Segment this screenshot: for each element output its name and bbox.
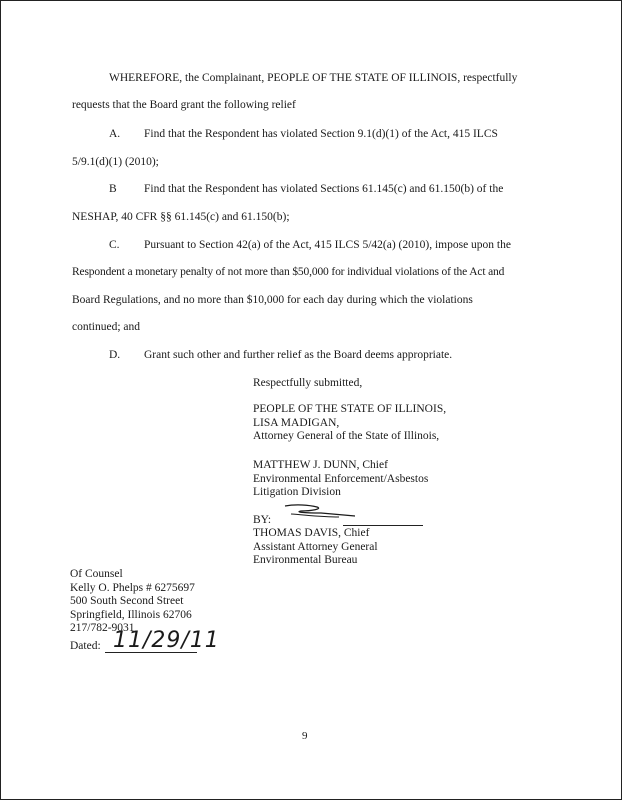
item-b-line-1: Find that the Respondent has violated Sections 61.145(c) and 61.150(b) of the: [144, 183, 504, 195]
item-a-line-1: Find that the Respondent has violated Section 9.1(d)(1) of the Act, 415 ILCS: [144, 128, 498, 140]
chief-division-1: Environmental Enforcement/Asbestos: [253, 472, 429, 485]
wherefore-line-1: WHEREFORE, the Complainant, PEOPLE OF THE STATE OF ILLINOIS, respectfully: [109, 72, 518, 84]
item-a-line-2: 5/9.1(d)(1) (2010);: [72, 156, 159, 168]
division-chief-block: [253, 459, 428, 500]
item-c-line-1: Pursuant to Section 42(a) of the Act, 415 ILCS 5/42(a) (2010), impose upon the: [144, 239, 511, 251]
wherefore-line-2: requests that the Board grant the following relief: [72, 99, 296, 111]
counsel-city: Springfield, Illinois 62706: [70, 608, 192, 621]
attorney-general-block: [253, 403, 446, 444]
signer-bureau: Environmental Bureau: [253, 554, 358, 566]
signer-name: THOMAS DAVIS, Chief: [253, 527, 370, 539]
ag-title: Attorney General of the State of Illinois,: [253, 430, 440, 442]
item-b-label: B: [109, 183, 117, 195]
ag-name: LISA MADIGAN,: [253, 416, 340, 429]
respectfully-submitted: Respectfully submitted,: [253, 377, 363, 389]
item-b-line-2: NESHAP, 40 CFR §§ 61.145(c) and 61.150(b);: [72, 211, 290, 223]
counsel-name: Kelly O. Phelps # 6275697: [70, 581, 195, 594]
chief-name: MATTHEW J. DUNN, Chief: [253, 459, 388, 471]
item-c-line-3: Board Regulations, and no more than $10,000 for each day during which the violations: [72, 294, 473, 306]
item-c-line-2: Respondent a monetary penalty of not more than $50,000 for individual violations of the Act and: [72, 266, 505, 278]
item-c-line-4: continued; and: [72, 321, 141, 333]
dated-label: Dated:: [70, 640, 101, 652]
signer-title: Assistant Attorney General: [253, 540, 378, 553]
signer-block: [253, 527, 378, 568]
counsel-street: 500 South Second Street: [70, 595, 184, 607]
chief-division-2: Litigation Division: [253, 486, 341, 498]
handwritten-date: 11/29/11: [113, 628, 220, 653]
of-counsel-heading: Of Counsel: [70, 568, 123, 580]
of-counsel-block: [70, 568, 195, 636]
item-a-label: A.: [109, 128, 121, 140]
counsel-phone: 217/782-9031: [70, 622, 135, 634]
item-d-line-1: Grant such other and further relief as the Board deems appropriate.: [144, 349, 453, 361]
party-name: PEOPLE OF THE STATE OF ILLINOIS,: [253, 403, 447, 415]
date-underline: [105, 652, 197, 653]
by-label: BY:: [253, 514, 272, 526]
page-number: 9: [302, 730, 308, 742]
item-c-label: C.: [109, 239, 120, 251]
item-d-label: D.: [109, 349, 121, 361]
signature-line: [343, 525, 423, 526]
